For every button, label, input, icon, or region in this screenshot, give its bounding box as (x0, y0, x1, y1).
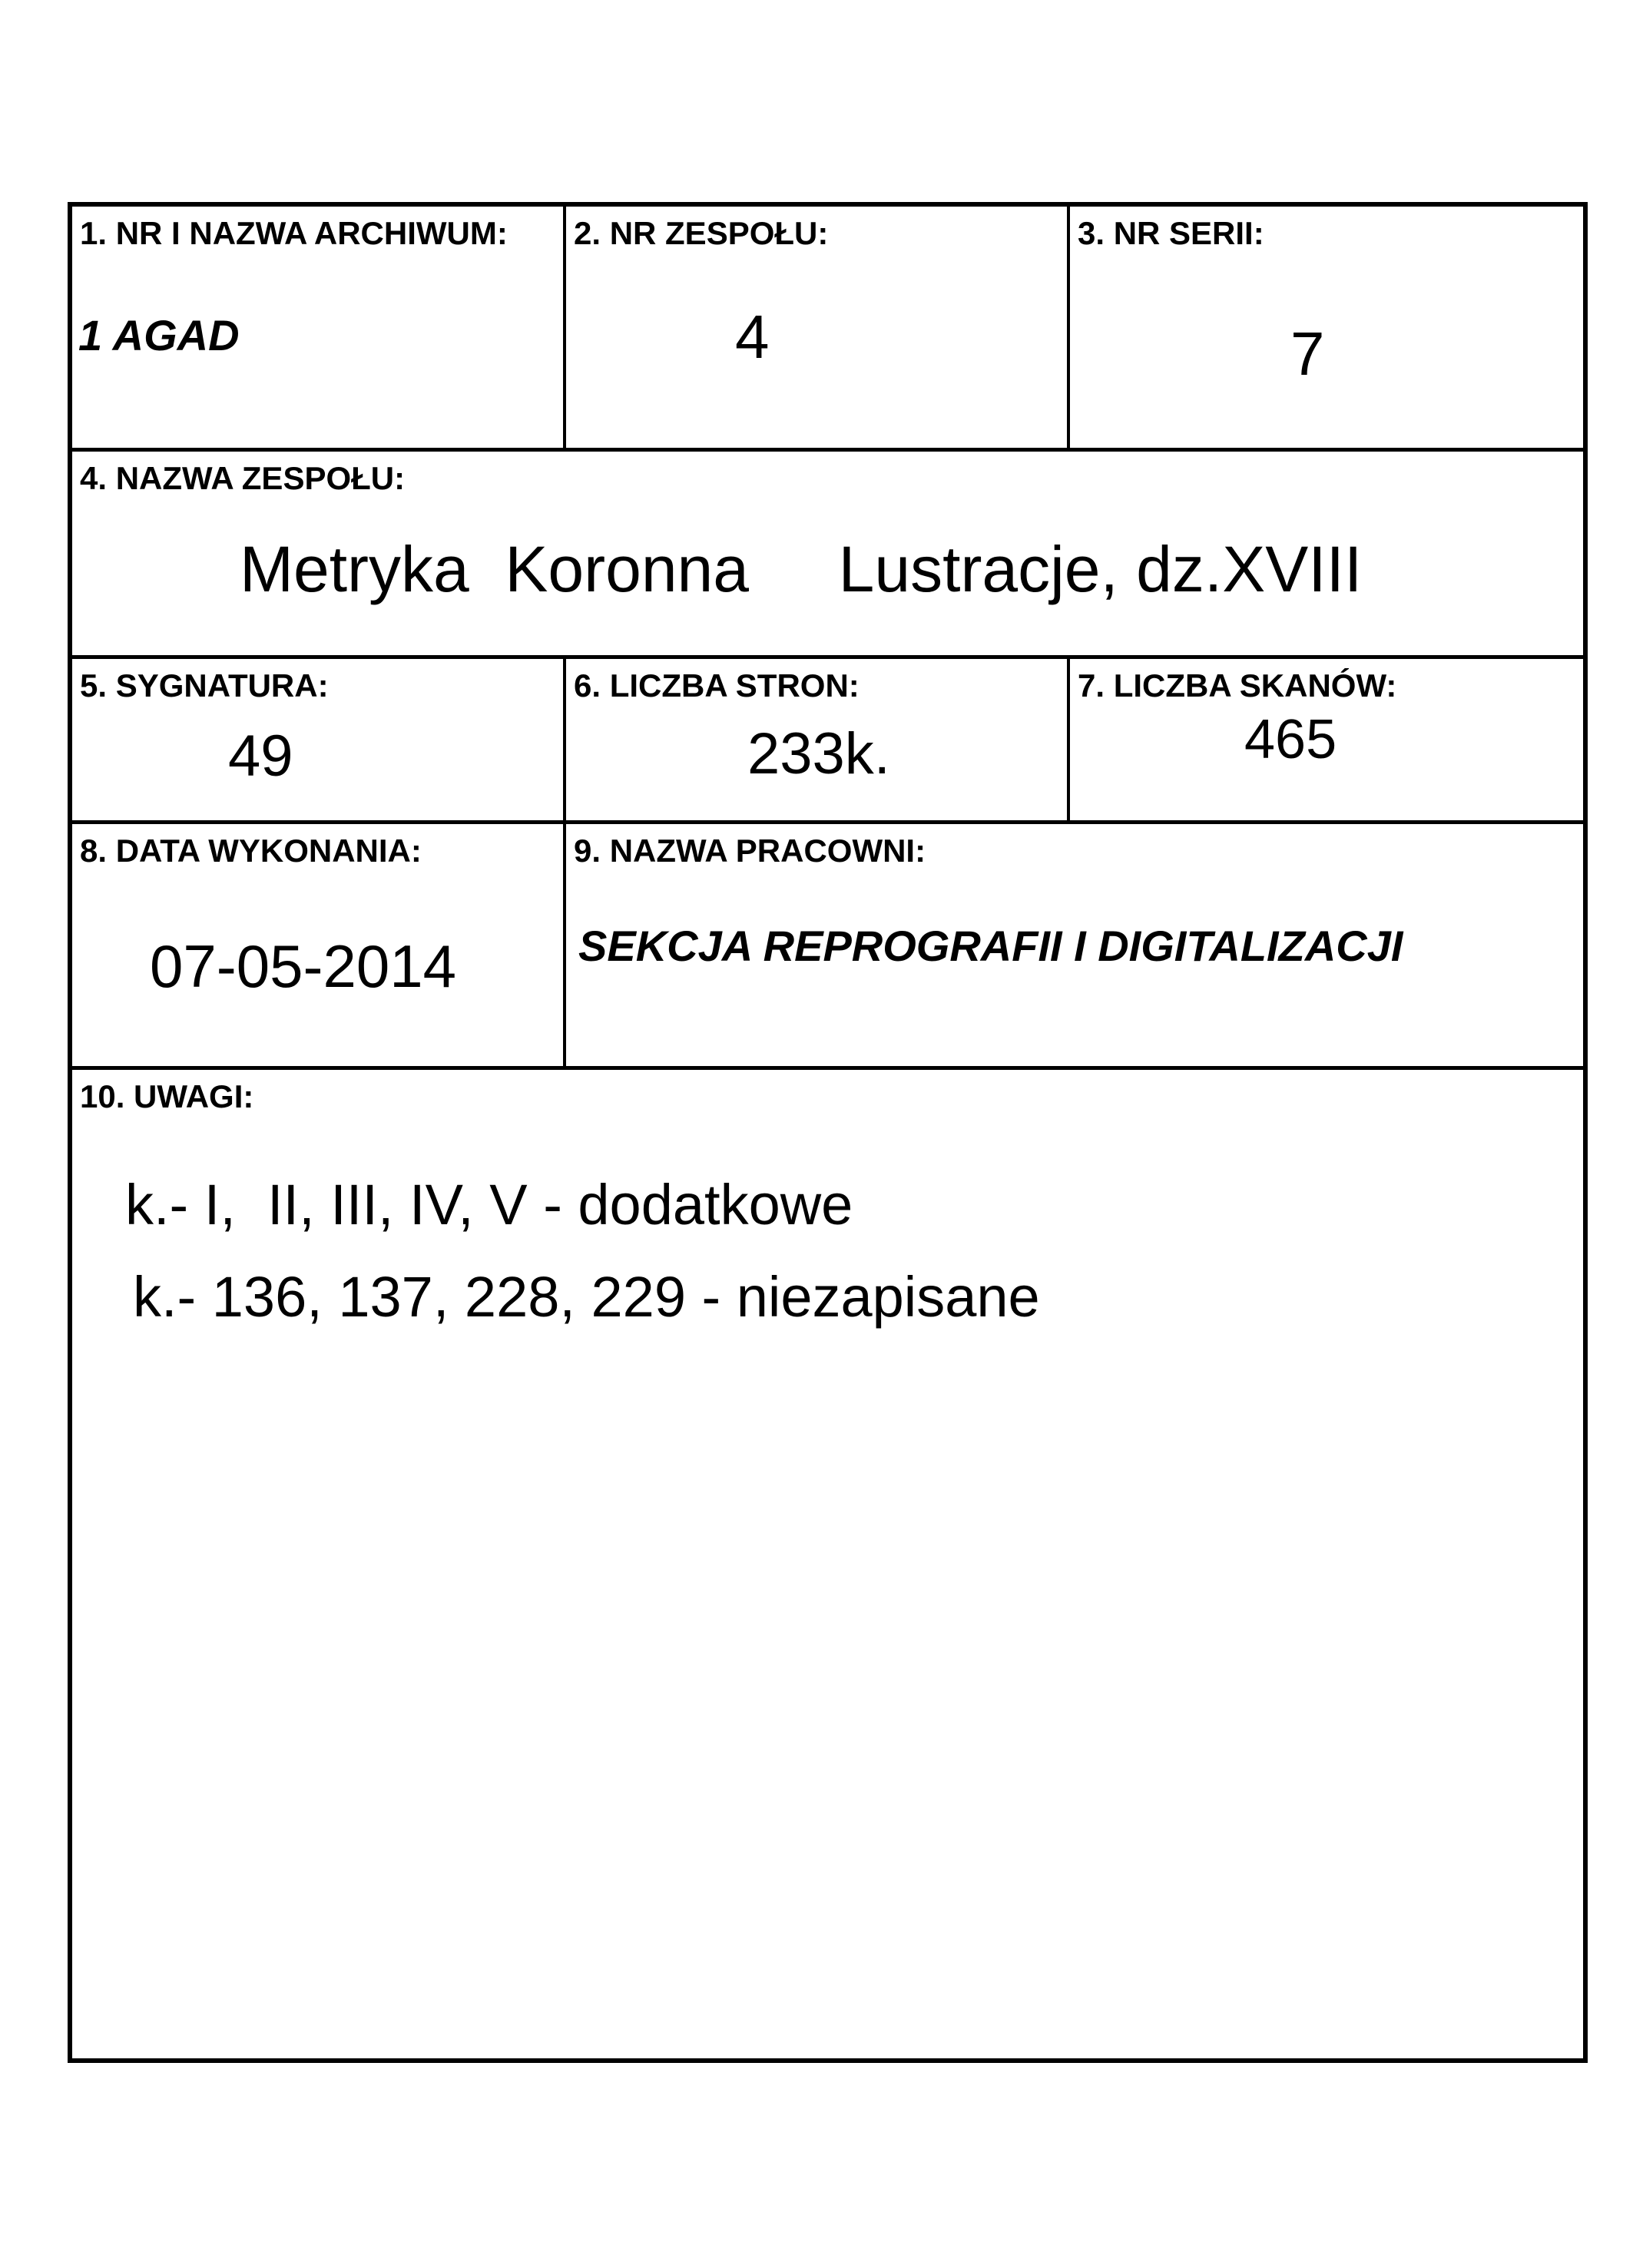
label-nr-serii: 3. NR SERII: (1078, 215, 1264, 251)
value-sygnatura: 49 (228, 723, 293, 789)
label-liczba-skanow: 7. LICZBA SKANÓW: (1078, 667, 1397, 704)
label-sygnatura: 5. SYGNATURA: (80, 667, 329, 704)
value-nr-zespolu: 4 (735, 303, 770, 371)
label-uwagi: 10. UWAGI: (80, 1078, 254, 1114)
label-nazwa-zespolu: 4. NAZWA ZESPOŁU: (80, 460, 406, 496)
value-liczba-skanow: 465 (1244, 709, 1337, 770)
value-uwagi-line-2: k.- 136, 137, 228, 229 - niezapisane (133, 1265, 1040, 1329)
cell-nr-serii (1070, 207, 1583, 452)
value-archiwum: 1 AGAD (78, 311, 240, 359)
value-nr-serii: 7 (1290, 320, 1325, 388)
value-nazwa-zespolu: Metryka Koronna Lustracje, dz.XVIII (240, 533, 1363, 605)
value-liczba-stron: 233k. (747, 721, 890, 786)
label-nr-i-nazwa-archiwum: 1. NR I NAZWA ARCHIWUM: (80, 215, 508, 251)
value-nazwa-pracowni: SEKCJA REPROGRAFII I DIGITALIZACJI (578, 922, 1403, 970)
value-uwagi-line-1: k.- I, II, III, IV, V - dodatkowe (125, 1173, 853, 1237)
cell-nr-zespolu (566, 207, 1070, 452)
label-data-wykonania: 8. DATA WYKONANIA: (80, 833, 422, 869)
metadata-form-table (68, 202, 1588, 2063)
label-nazwa-pracowni: 9. NAZWA PRACOWNI: (574, 833, 926, 869)
label-liczba-stron: 6. LICZBA STRON: (574, 667, 860, 704)
label-nr-zespolu: 2. NR ZESPOŁU: (574, 215, 829, 251)
cell-sygnatura (72, 659, 566, 824)
value-data-wykonania: 07-05-2014 (150, 932, 456, 1000)
